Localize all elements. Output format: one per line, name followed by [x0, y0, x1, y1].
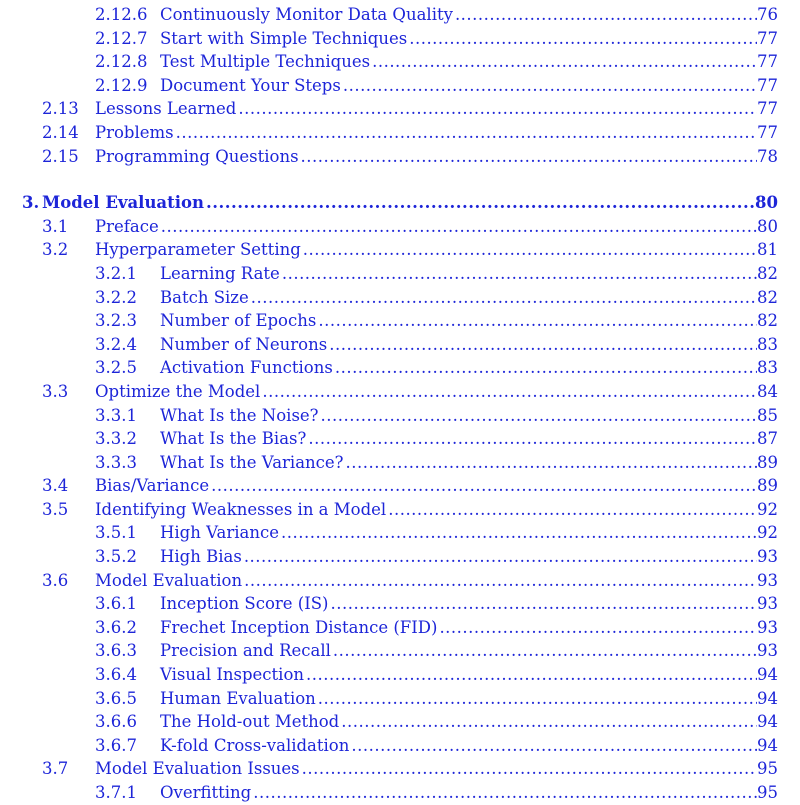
- toc-entry-title[interactable]: Activation Functions: [160, 358, 333, 378]
- toc-subsection-entry[interactable]: [0, 286, 800, 310]
- toc-subsection-entry[interactable]: [0, 50, 800, 74]
- toc-entry-title[interactable]: Learning Rate: [160, 263, 280, 283]
- dot-leader: [260, 380, 757, 404]
- toc-entry-number: 3.2.2: [95, 287, 137, 307]
- toc-entry-page[interactable]: 82: [757, 263, 778, 283]
- toc-entry-line[interactable]: [160, 427, 778, 451]
- toc-entry-number: 2.12.6: [95, 5, 148, 24]
- toc-entry-title[interactable]: Number of Epochs: [160, 311, 317, 331]
- toc-entry-page[interactable]: 81: [757, 240, 778, 260]
- toc-entry-page[interactable]: 77: [757, 28, 778, 48]
- toc-entry-page[interactable]: 82: [757, 287, 778, 307]
- toc-entry-number: 3.1: [42, 216, 69, 236]
- toc-entry-line[interactable]: [95, 498, 778, 522]
- toc-entry-page[interactable]: 83: [757, 358, 778, 378]
- toc-entry-title[interactable]: Visual Inspection: [160, 665, 305, 685]
- dot-leader: [242, 569, 757, 593]
- toc-entry-number: 3.3.2: [95, 429, 137, 449]
- toc-entry-title[interactable]: Programming Questions: [95, 146, 299, 166]
- toc-subsection-entry[interactable]: [0, 27, 800, 51]
- dot-leader: [236, 97, 757, 121]
- toc-entry-line[interactable]: [160, 404, 778, 428]
- toc-subsection-entry[interactable]: [0, 592, 800, 616]
- toc-subsection-entry[interactable]: [0, 333, 800, 357]
- toc-entry-line[interactable]: [160, 309, 778, 333]
- toc-entry-title[interactable]: Inception Score (IS): [160, 594, 329, 614]
- toc-entry-page[interactable]: 78: [757, 146, 778, 166]
- toc-entry-title[interactable]: Batch Size: [160, 287, 249, 307]
- toc-entry-number: 3.2: [42, 240, 69, 260]
- toc-entry-number: 3.2.4: [95, 334, 137, 354]
- dot-leader: [316, 687, 757, 711]
- toc-entry-title[interactable]: Problems: [95, 122, 174, 142]
- dot-leader: [299, 145, 757, 169]
- toc-entry-number: 2.12.7: [95, 28, 148, 48]
- toc-entry-title[interactable]: Model Evaluation: [95, 570, 243, 590]
- toc-entry-number: 3.6.2: [95, 617, 137, 637]
- toc-entry-page[interactable]: 80: [755, 193, 778, 213]
- toc-entry-line[interactable]: [160, 616, 778, 640]
- dot-leader: [386, 498, 757, 522]
- dot-leader: [453, 3, 757, 27]
- dot-leader: [319, 404, 757, 428]
- dot-leader: [304, 663, 757, 687]
- toc-entry-title[interactable]: High Variance: [160, 523, 279, 543]
- toc-entry-line[interactable]: [160, 451, 778, 475]
- toc-entry-line[interactable]: [95, 474, 778, 498]
- toc-section-entry[interactable]: [0, 145, 800, 169]
- dot-leader: [316, 309, 757, 333]
- toc-subsection-entry[interactable]: [0, 309, 800, 333]
- toc-entry-page[interactable]: 83: [757, 334, 778, 354]
- toc-section-entry[interactable]: [0, 121, 800, 145]
- toc-entry-line[interactable]: [160, 333, 778, 357]
- toc-entry-line[interactable]: [95, 238, 778, 262]
- toc-entry-page[interactable]: 94: [757, 735, 778, 755]
- toc-entry-line[interactable]: [160, 639, 778, 663]
- toc-entry-line[interactable]: [160, 27, 778, 51]
- dot-leader: [407, 27, 757, 51]
- toc-subsection-entry[interactable]: [0, 3, 800, 27]
- section-gap: [0, 168, 800, 191]
- toc-entry-title[interactable]: Lessons Learned: [95, 99, 237, 119]
- toc-entry-number: 2.12.8: [95, 52, 148, 72]
- toc-entry-title[interactable]: What Is the Bias?: [160, 429, 307, 449]
- toc-entry-page[interactable]: 77: [757, 99, 778, 119]
- toc-section-entry[interactable]: [0, 238, 800, 262]
- toc-entry-number: 3.7.1: [95, 783, 137, 802]
- toc-entry-line[interactable]: [160, 734, 778, 758]
- toc-entry-number: 3.2.5: [95, 358, 137, 378]
- toc-entry-number: 3.2.1: [95, 263, 137, 283]
- toc-entry-page[interactable]: 85: [757, 405, 778, 425]
- toc-entry-page[interactable]: 93: [757, 547, 778, 567]
- toc-entry-line[interactable]: [160, 74, 778, 98]
- toc-entry-page[interactable]: 95: [757, 759, 778, 779]
- dot-leader: [242, 545, 757, 569]
- toc-entry-page[interactable]: 94: [757, 712, 778, 732]
- toc-entry-line[interactable]: [160, 781, 778, 805]
- toc-entry-page[interactable]: 76: [757, 5, 778, 24]
- toc-entry-page[interactable]: 93: [757, 641, 778, 661]
- toc-entry-line[interactable]: [160, 521, 778, 545]
- dot-leader: [370, 50, 757, 74]
- toc-entry-number: 2.14: [42, 122, 79, 142]
- toc-entry-number: 3.3.1: [95, 405, 137, 425]
- toc-entry-page[interactable]: 89: [757, 452, 778, 472]
- toc-entry-line[interactable]: [160, 592, 778, 616]
- toc-section-entry[interactable]: [0, 380, 800, 404]
- toc-entry-line[interactable]: [160, 710, 778, 734]
- toc-entry-number: 3.6.7: [95, 735, 137, 755]
- toc-entry-line[interactable]: [160, 262, 778, 286]
- toc-entry-line[interactable]: [160, 3, 778, 27]
- table-of-contents: [0, 3, 800, 805]
- toc-entry-line[interactable]: [42, 191, 778, 215]
- toc-entry-title[interactable]: Start with Simple Techniques: [160, 28, 408, 48]
- toc-subsection-entry[interactable]: [0, 639, 800, 663]
- toc-entry-number: 3.5: [42, 499, 69, 519]
- toc-subsection-entry[interactable]: [0, 262, 800, 286]
- toc-entry-title[interactable]: Precision and Recall: [160, 641, 331, 661]
- toc-entry-title[interactable]: Preface: [95, 216, 159, 236]
- dot-leader: [339, 710, 757, 734]
- toc-entry-number: 3.4: [42, 476, 69, 496]
- toc-entry-number: 2.15: [42, 146, 79, 166]
- toc-chapter-entry[interactable]: [0, 191, 800, 215]
- dot-leader: [333, 356, 757, 380]
- toc-entry-page[interactable]: 77: [757, 52, 778, 72]
- toc-subsection-entry[interactable]: [0, 427, 800, 451]
- toc-entry-title[interactable]: Continuously Monitor Data Quality: [160, 5, 453, 24]
- toc-entry-line[interactable]: [95, 145, 778, 169]
- toc-entry-page[interactable]: 95: [757, 783, 778, 802]
- toc-entry-page[interactable]: 94: [757, 688, 778, 708]
- toc-subsection-entry[interactable]: [0, 616, 800, 640]
- dot-leader: [209, 474, 757, 498]
- toc-entry-line[interactable]: [160, 286, 778, 310]
- dot-leader: [344, 451, 757, 475]
- dot-leader: [159, 215, 757, 239]
- toc-entry-number: 3.2.3: [95, 311, 137, 331]
- toc-section-entry[interactable]: [0, 569, 800, 593]
- toc-entry-line[interactable]: [95, 215, 778, 239]
- toc-entry-page[interactable]: 92: [757, 499, 778, 519]
- toc-entry-title[interactable]: What Is the Variance?: [160, 452, 344, 472]
- toc-entry-title[interactable]: Model Evaluation Issues: [95, 759, 300, 779]
- toc-entry-number: 3.3: [42, 381, 69, 401]
- toc-entry-number: 3.5.2: [95, 547, 137, 567]
- toc-entry-page[interactable]: 84: [757, 381, 778, 401]
- dot-leader: [174, 121, 757, 145]
- toc-entry-line[interactable]: [160, 663, 778, 687]
- toc-entry-page[interactable]: 93: [757, 570, 778, 590]
- toc-entry-title[interactable]: Number of Neurons: [160, 334, 328, 354]
- toc-section-entry[interactable]: [0, 498, 800, 522]
- toc-entry-title[interactable]: K-fold Cross-validation: [160, 735, 350, 755]
- toc-entry-page[interactable]: 92: [757, 523, 778, 543]
- dot-leader: [341, 74, 757, 98]
- toc-subsection-entry[interactable]: [0, 687, 800, 711]
- toc-entry-title[interactable]: Human Evaluation: [160, 688, 316, 708]
- toc-subsection-entry[interactable]: [0, 663, 800, 687]
- toc-entry-line[interactable]: [95, 121, 778, 145]
- toc-entry-title[interactable]: Frechet Inception Distance (FID): [160, 617, 438, 637]
- toc-entry-title[interactable]: Overfitting: [160, 783, 252, 802]
- toc-subsection-entry[interactable]: [0, 734, 800, 758]
- dot-leader: [437, 616, 757, 640]
- toc-entry-line[interactable]: [160, 50, 778, 74]
- toc-entry-number: 2.13: [42, 99, 79, 119]
- toc-subsection-entry[interactable]: [0, 781, 800, 805]
- dot-leader: [251, 781, 757, 805]
- dot-leader: [349, 734, 757, 758]
- toc-subsection-entry[interactable]: [0, 356, 800, 380]
- dot-leader: [329, 592, 758, 616]
- toc-entry-number: 3.6.1: [95, 594, 137, 614]
- toc-entry-title[interactable]: Document Your Steps: [160, 75, 341, 95]
- toc-section-entry[interactable]: [0, 215, 800, 239]
- toc-subsection-entry[interactable]: [0, 545, 800, 569]
- toc-entry-title[interactable]: The Hold-out Method: [160, 712, 340, 732]
- toc-entry-number: 3.6.4: [95, 665, 137, 685]
- toc-subsection-entry[interactable]: [0, 521, 800, 545]
- toc-entry-title[interactable]: Optimize the Model: [95, 381, 261, 401]
- toc-entry-number: 3.3.3: [95, 452, 137, 472]
- dot-leader: [279, 521, 757, 545]
- toc-entry-number: 3.6.3: [95, 641, 137, 661]
- toc-entry-page[interactable]: 77: [757, 122, 778, 142]
- toc-subsection-entry[interactable]: [0, 404, 800, 428]
- toc-entry-number: 2.12.9: [95, 75, 148, 95]
- toc-entry-page[interactable]: 93: [757, 594, 778, 614]
- toc-section-entry[interactable]: [0, 97, 800, 121]
- toc-section-entry[interactable]: [0, 757, 800, 781]
- dot-leader: [280, 262, 757, 286]
- toc-subsection-entry[interactable]: [0, 710, 800, 734]
- toc-entry-number: 3.6.6: [95, 712, 137, 732]
- toc-subsection-entry[interactable]: [0, 451, 800, 475]
- toc-entry-page[interactable]: 89: [757, 476, 778, 496]
- toc-entry-page[interactable]: 94: [757, 665, 778, 685]
- toc-entry-title[interactable]: Bias/Variance: [95, 476, 210, 496]
- toc-entry-title[interactable]: Hyperparameter Setting: [95, 240, 301, 260]
- toc-entry-line[interactable]: [160, 687, 778, 711]
- toc-entry-page[interactable]: 77: [757, 75, 778, 95]
- toc-entry-number: 3.: [22, 193, 40, 213]
- dot-leader: [306, 427, 757, 451]
- toc-entry-title[interactable]: High Bias: [160, 547, 242, 567]
- toc-entry-page[interactable]: 87: [757, 429, 778, 449]
- toc-entry-page[interactable]: 80: [757, 216, 778, 236]
- dot-leader: [204, 191, 755, 215]
- toc-entry-number: 3.6: [42, 570, 69, 590]
- toc-entry-page[interactable]: 82: [757, 311, 778, 331]
- dot-leader: [301, 238, 757, 262]
- toc-entry-line[interactable]: [95, 380, 778, 404]
- toc-entry-title[interactable]: Identifying Weaknesses in a Model: [95, 499, 387, 519]
- toc-entry-number: 3.5.1: [95, 523, 137, 543]
- toc-entry-title[interactable]: Model Evaluation: [42, 193, 205, 213]
- dot-leader: [327, 333, 757, 357]
- toc-entry-title[interactable]: What Is the Noise?: [160, 405, 319, 425]
- toc-entry-line[interactable]: [160, 545, 778, 569]
- toc-entry-line[interactable]: [95, 757, 778, 781]
- dot-leader: [331, 639, 757, 663]
- dot-leader: [249, 286, 757, 310]
- dot-leader: [300, 757, 757, 781]
- toc-entry-page[interactable]: 93: [757, 617, 778, 637]
- toc-entry-title[interactable]: Test Multiple Techniques: [160, 52, 371, 72]
- toc-entry-number: 3.7: [42, 759, 69, 779]
- toc-subsection-entry[interactable]: [0, 74, 800, 98]
- toc-entry-number: 3.6.5: [95, 688, 137, 708]
- toc-entry-line[interactable]: [160, 356, 778, 380]
- toc-entry-line[interactable]: [95, 569, 778, 593]
- toc-section-entry[interactable]: [0, 474, 800, 498]
- toc-entry-line[interactable]: [95, 97, 778, 121]
